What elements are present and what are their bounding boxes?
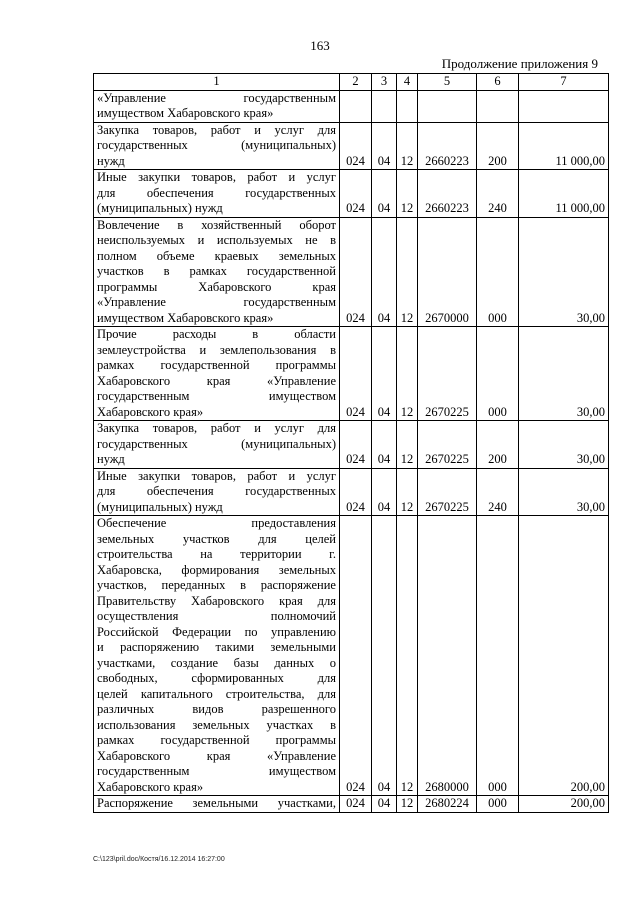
- expense-item-line: для обеспечения государственных: [97, 185, 336, 200]
- expense-type-code: 000: [477, 217, 519, 327]
- expense-item-line: участков в рамках государственной: [97, 264, 336, 278]
- expense-item-line: и распоряжению такими земельными: [97, 640, 336, 654]
- expense-item-line: государственным имуществом: [97, 389, 336, 403]
- ministry-code: 024: [340, 516, 372, 796]
- expense-item-line: свободных, сформированных для: [97, 671, 336, 685]
- column-header: 2: [340, 74, 372, 91]
- section-code: 04: [372, 327, 397, 421]
- expense-type-code: 000: [477, 796, 519, 813]
- ministry-code: 024: [340, 468, 372, 516]
- expense-type-code: 240: [477, 468, 519, 516]
- expense-item-line: Распоряжение земельными участками,: [97, 796, 336, 810]
- expense-item-line: рамках государственной программы: [97, 733, 336, 747]
- expense-item-line: Иные закупки товаров, работ и услуг: [97, 468, 336, 483]
- table-row: [94, 327, 609, 421]
- page-number: 163: [310, 38, 330, 53]
- table-row: [94, 468, 609, 516]
- expense-item-line: Иные закупки товаров, работ и услуг: [97, 170, 336, 184]
- target-article-code: 2670225: [418, 327, 477, 421]
- expense-item-line: нужд: [97, 153, 125, 168]
- ministry-code: 024: [340, 217, 372, 327]
- amount: 30,00: [519, 327, 609, 421]
- expense-type-code: 200: [477, 122, 519, 170]
- expense-item-name: [94, 217, 340, 327]
- expense-item-line: полном объеме краевых земельных: [97, 248, 336, 263]
- column-header: 5: [418, 74, 477, 91]
- ministry-code: 024: [340, 421, 372, 469]
- table-row: [94, 796, 609, 813]
- expense-item-line: земельных участков для целей: [97, 531, 336, 546]
- table-row: [94, 170, 609, 218]
- target-article-code: 2660223: [418, 122, 477, 170]
- expense-item-line: нужд: [97, 452, 125, 466]
- expense-item-line: государственных (муниципальных): [97, 138, 336, 152]
- expense-item-name: [94, 90, 340, 122]
- expense-type-code: 240: [477, 170, 519, 218]
- expense-item-line: Правительству Хабаровского края для: [97, 593, 336, 608]
- target-article-code: 2660223: [418, 170, 477, 218]
- amount: 30,00: [519, 217, 609, 327]
- target-article-code: 2680000: [418, 516, 477, 796]
- column-header: 7: [519, 74, 609, 91]
- expense-item-line: государственных (муниципальных): [97, 436, 336, 451]
- section-code: [372, 90, 397, 122]
- expense-item-line: различных видов разрешенного: [97, 702, 336, 716]
- ministry-code: [340, 90, 372, 122]
- section-code: 04: [372, 468, 397, 516]
- expense-item-line: Хабаровского края»: [97, 779, 204, 794]
- column-header: 3: [372, 74, 397, 91]
- subsection-code: 12: [397, 327, 418, 421]
- table-row: [94, 217, 609, 327]
- amount: 30,00: [519, 468, 609, 516]
- section-code: 04: [372, 170, 397, 218]
- expense-item-name: [94, 796, 340, 813]
- amount: 200,00: [519, 516, 609, 796]
- ministry-code: 024: [340, 327, 372, 421]
- expense-item-line: осуществления полномочий: [97, 609, 336, 623]
- expense-item-line: Хабаровского края»: [97, 404, 204, 419]
- amount: [519, 90, 609, 122]
- expense-item-line: имуществом Хабаровского края»: [97, 106, 274, 120]
- subsection-code: [397, 90, 418, 122]
- expense-item-line: Хабаровска, формирования земельных: [97, 562, 336, 577]
- table-row: [94, 122, 609, 170]
- expense-item-line: рамках государственной программы: [97, 358, 336, 372]
- section-code: 04: [372, 122, 397, 170]
- amount: 11 000,00: [519, 170, 609, 218]
- subsection-code: 12: [397, 217, 418, 327]
- expense-type-code: 000: [477, 327, 519, 421]
- section-code: 04: [372, 796, 397, 813]
- expense-item-line: имуществом Хабаровского края»: [97, 310, 274, 325]
- table-row: [94, 516, 609, 796]
- expense-item-line: «Управление государственным: [97, 295, 336, 309]
- section-code: 04: [372, 421, 397, 469]
- subsection-code: 12: [397, 421, 418, 469]
- subsection-code: 12: [397, 170, 418, 218]
- expense-item-line: использования земельных участках в: [97, 717, 336, 732]
- expense-item-line: «Управление государственным: [97, 90, 336, 105]
- target-article-code: 2670225: [418, 468, 477, 516]
- amount: 200,00: [519, 796, 609, 813]
- expense-item-line: целей капитального строительства, для: [97, 686, 336, 701]
- expense-item-name: [94, 170, 340, 218]
- expense-type-code: [477, 90, 519, 122]
- amount: 11 000,00: [519, 122, 609, 170]
- expense-item-name: [94, 421, 340, 469]
- target-article-code: 2670000: [418, 217, 477, 327]
- target-article-code: [418, 90, 477, 122]
- expense-item-line: Обеспечение предоставления: [97, 516, 336, 530]
- expense-type-code: 000: [477, 516, 519, 796]
- expense-item-line: Российской Федерации по управлению: [97, 624, 336, 639]
- column-header: 4: [397, 74, 418, 91]
- section-code: 04: [372, 217, 397, 327]
- expense-item-line: Хабаровского края «Управление: [97, 748, 336, 763]
- table-row: [94, 421, 609, 469]
- expense-item-line: Хабаровского края «Управление: [97, 373, 336, 388]
- file-path-footer: C:\123\pril.doc/Костя/16.12.2014 16:27:00: [93, 856, 225, 863]
- subsection-code: 12: [397, 516, 418, 796]
- appendix-continuation-label: Продолжение приложения 9: [441, 56, 598, 71]
- section-code: 04: [372, 516, 397, 796]
- expense-item-line: Вовлечение в хозяйственный оборот: [97, 217, 336, 232]
- expense-item-line: Закупка товаров, работ и услуг для: [97, 421, 336, 435]
- expense-item-line: строительства на территории г.: [97, 547, 336, 561]
- expense-item-name: [94, 516, 340, 796]
- expense-item-line: государственным имуществом: [97, 764, 336, 778]
- expense-item-line: участками, создание базы данных о: [97, 655, 336, 670]
- expense-item-name: [94, 122, 340, 170]
- expense-item-name: [94, 468, 340, 516]
- column-header: 1: [94, 74, 340, 91]
- expense-item-line: (муниципальных) нужд: [97, 201, 223, 215]
- expense-item-name: [94, 327, 340, 421]
- expense-item-line: участков, переданных в распоряжение: [97, 578, 336, 592]
- subsection-code: 12: [397, 468, 418, 516]
- ministry-code: 024: [340, 170, 372, 218]
- expense-item-line: Прочие расходы в области: [97, 327, 336, 341]
- subsection-code: 12: [397, 122, 418, 170]
- ministry-code: 024: [340, 122, 372, 170]
- expense-item-line: (муниципальных) нужд: [97, 499, 223, 514]
- target-article-code: 2680224: [418, 796, 477, 813]
- expense-item-line: землеустройства и землепользования в: [97, 342, 336, 357]
- expense-item-line: программы Хабаровского края: [97, 279, 336, 294]
- ministry-code: 024: [340, 796, 372, 813]
- column-header: 6: [477, 74, 519, 91]
- amount: 30,00: [519, 421, 609, 469]
- table-row: [94, 90, 609, 122]
- subsection-code: 12: [397, 796, 418, 813]
- expense-item-line: для обеспечения государственных: [97, 484, 336, 498]
- budget-table: [93, 73, 609, 813]
- header-row: [94, 74, 609, 91]
- expense-type-code: 200: [477, 421, 519, 469]
- expense-item-line: неиспользуемых и используемых не в: [97, 233, 336, 247]
- target-article-code: 2670225: [418, 421, 477, 469]
- expense-item-line: Закупка товаров, работ и услуг для: [97, 122, 336, 137]
